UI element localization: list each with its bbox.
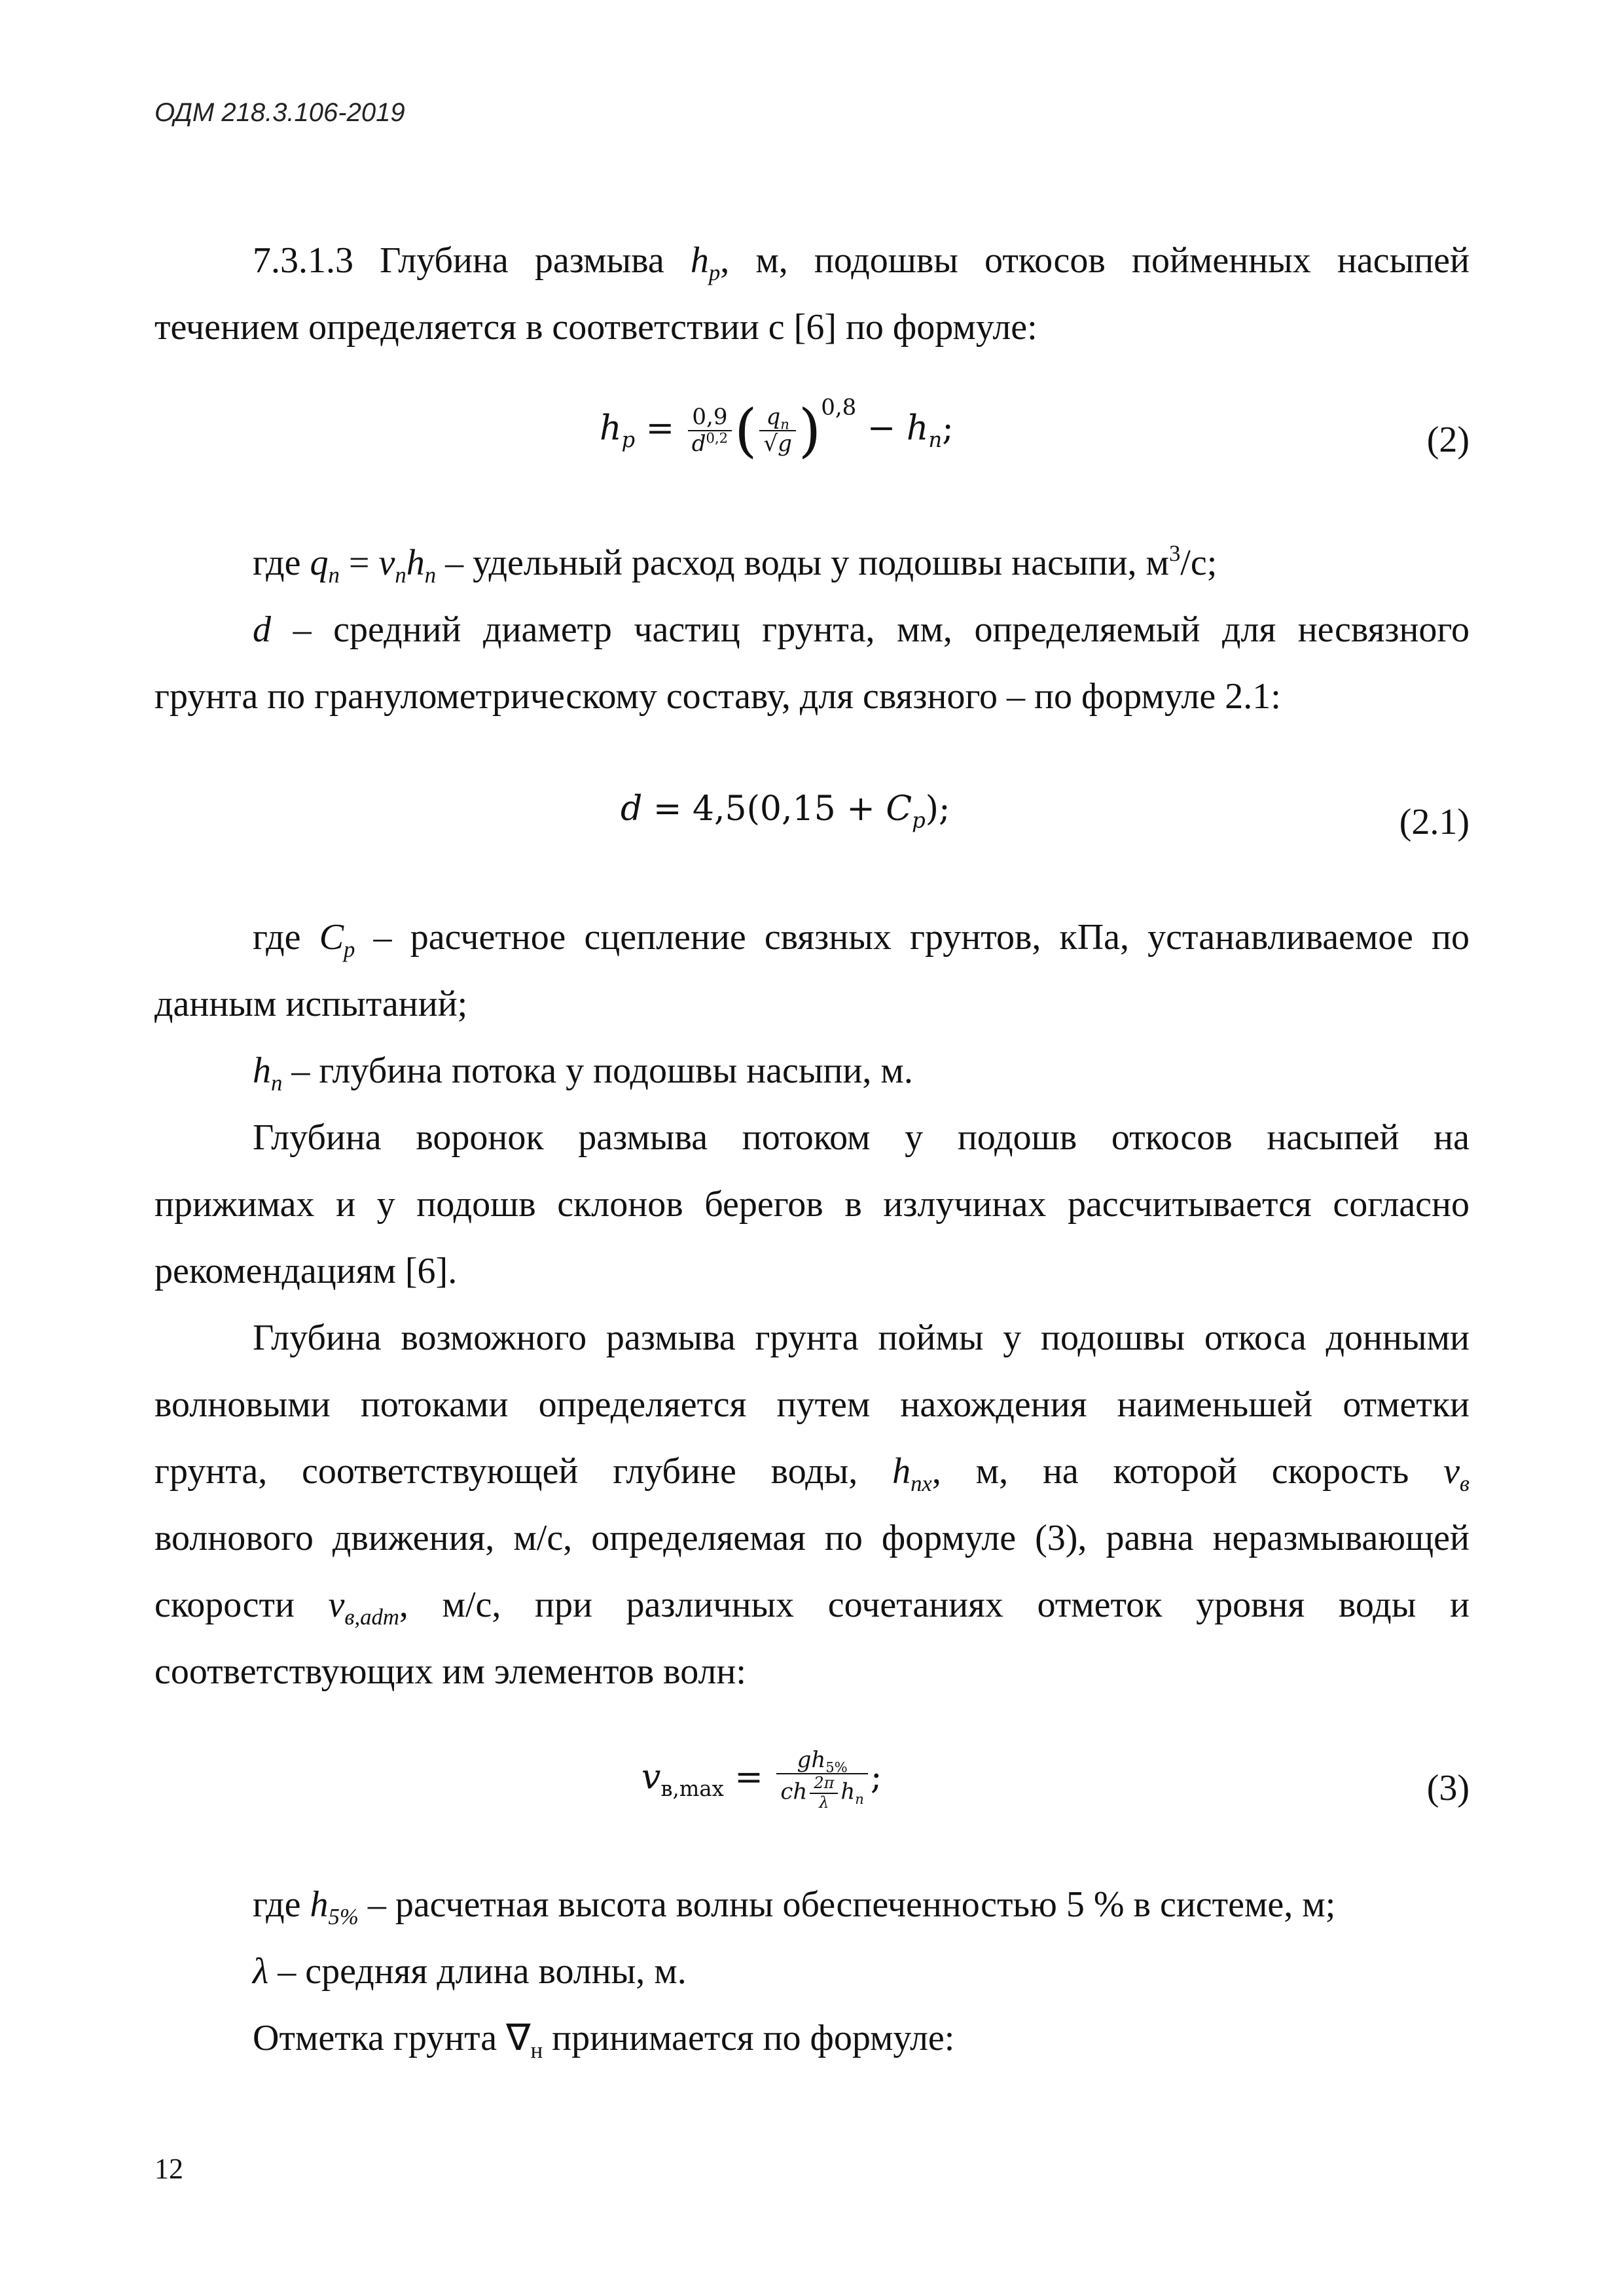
text: 7.3.1.3 Глубина размыва	[253, 240, 691, 281]
lambda-definition: λ – средняя длина волны, м.	[253, 1951, 687, 1992]
wave-paragraph-line6: соответствующих им элементов волн:	[154, 1651, 746, 1692]
wave-paragraph-line2: волновыми потоками определяется путем нахождения наименьшей отметки	[154, 1384, 1470, 1425]
cp-definition-line1: где $C_p$ – расчетное сцепление связных грунтов, кПа, устанавливаемое по	[253, 917, 1470, 963]
craters-paragraph-line1: Глубина воронок размыва потоком у подошв откосов насыпей на	[253, 1117, 1470, 1158]
paragraph-7-3-1-3-line2: течением определяется в соответствии с [6] по формуле:	[154, 307, 1038, 348]
document-code-header: ОДМ 218.3.106-2019	[154, 98, 405, 127]
formula-3-expression: $v_{в,max}$ = $gh_{5\%}$ ch $\frac{2\pi}{\lambda}$ $h_n$ ;	[641, 1747, 882, 1812]
formula-2-number: (2)	[1426, 420, 1470, 460]
d-definition-line1: d – средний диаметр частиц грунта, мм, определяемый для несвязного	[253, 609, 1470, 650]
wave-paragraph-line5: скорости $v_{в,adm}$, м/с, при различных сочетаниях отметок уровня воды и	[154, 1585, 1470, 1630]
craters-paragraph-line2: прижимах и у подошв склонов берегов в излучинах рассчитывается согласно	[154, 1184, 1470, 1225]
fraction-0-9-over-d: $\frac{0,9}{d^{0,2}}$	[688, 404, 732, 457]
paragraph-7-3-1-3-line1	[154, 228, 1470, 293]
d-definition-line2: грунта по гранулометрическому составу, для связного – по формуле 2.1:	[154, 676, 1281, 717]
wave-paragraph-line1: Глубина возможного размыва грунта поймы у подошвы откоса донными	[253, 1318, 1470, 1358]
formula-3	[154, 1747, 1470, 1846]
wave-paragraph-line3: грунта, соответствующей глубине воды, $h_{nx}$, м, на которой скорость $v_в$	[154, 1451, 1470, 1497]
hn-definition: $h_n$ – глубина потока у подошвы насыпи, м.	[253, 1050, 913, 1096]
text: , м, подошвы откосов пойменных насыпей	[720, 240, 1470, 281]
formula-2	[154, 394, 1470, 497]
page-number: 12	[154, 2153, 183, 2185]
wave-paragraph-line4: волнового движения, м/с, определяемая по формуле (3), равна неразмывающей	[154, 1518, 1470, 1558]
fraction-qn-over-sqrt-g: $\frac{q_n}{√g}$	[759, 404, 795, 457]
formula-2-1	[154, 788, 1470, 880]
h5-definition: где $h_{5\%}$ – расчетная высота волны обеспеченностью 5 % в системе, м;	[253, 1884, 1336, 1930]
cp-definition-line2: данным испытаний;	[154, 984, 468, 1024]
formula-2-1-expression: $d = 4,5(0,15 + C_p)$;	[621, 789, 950, 833]
formula-2-expression: $h_p$ = $\frac{0,9}{d^{0,2}}$ ( $\frac{q_n}{√g}$ )$^{0,8} - h_n$;	[600, 394, 954, 464]
ground-mark-sentence: Отметка грунта $\nabla_н$ принимается по формуле:	[253, 2018, 955, 2064]
var-hp: $h_p$	[690, 240, 721, 286]
formula-3-number: (3)	[1426, 1768, 1470, 1808]
craters-paragraph-line3: рекомендациям [6].	[154, 1251, 458, 1291]
nabla-symbol: ∇	[506, 2018, 531, 2058]
where-qn-definition: где $q_n = v_nh_n$ – удельный расход воды у подошвы насыпи, $м^3/с$;	[253, 541, 1218, 588]
formula-2-1-number: (2.1)	[1399, 802, 1470, 842]
fraction-g-h5-over-ch: $gh_{5\%}$ ch $\frac{2\pi}{\lambda}$ $h_n$	[776, 1748, 867, 1812]
